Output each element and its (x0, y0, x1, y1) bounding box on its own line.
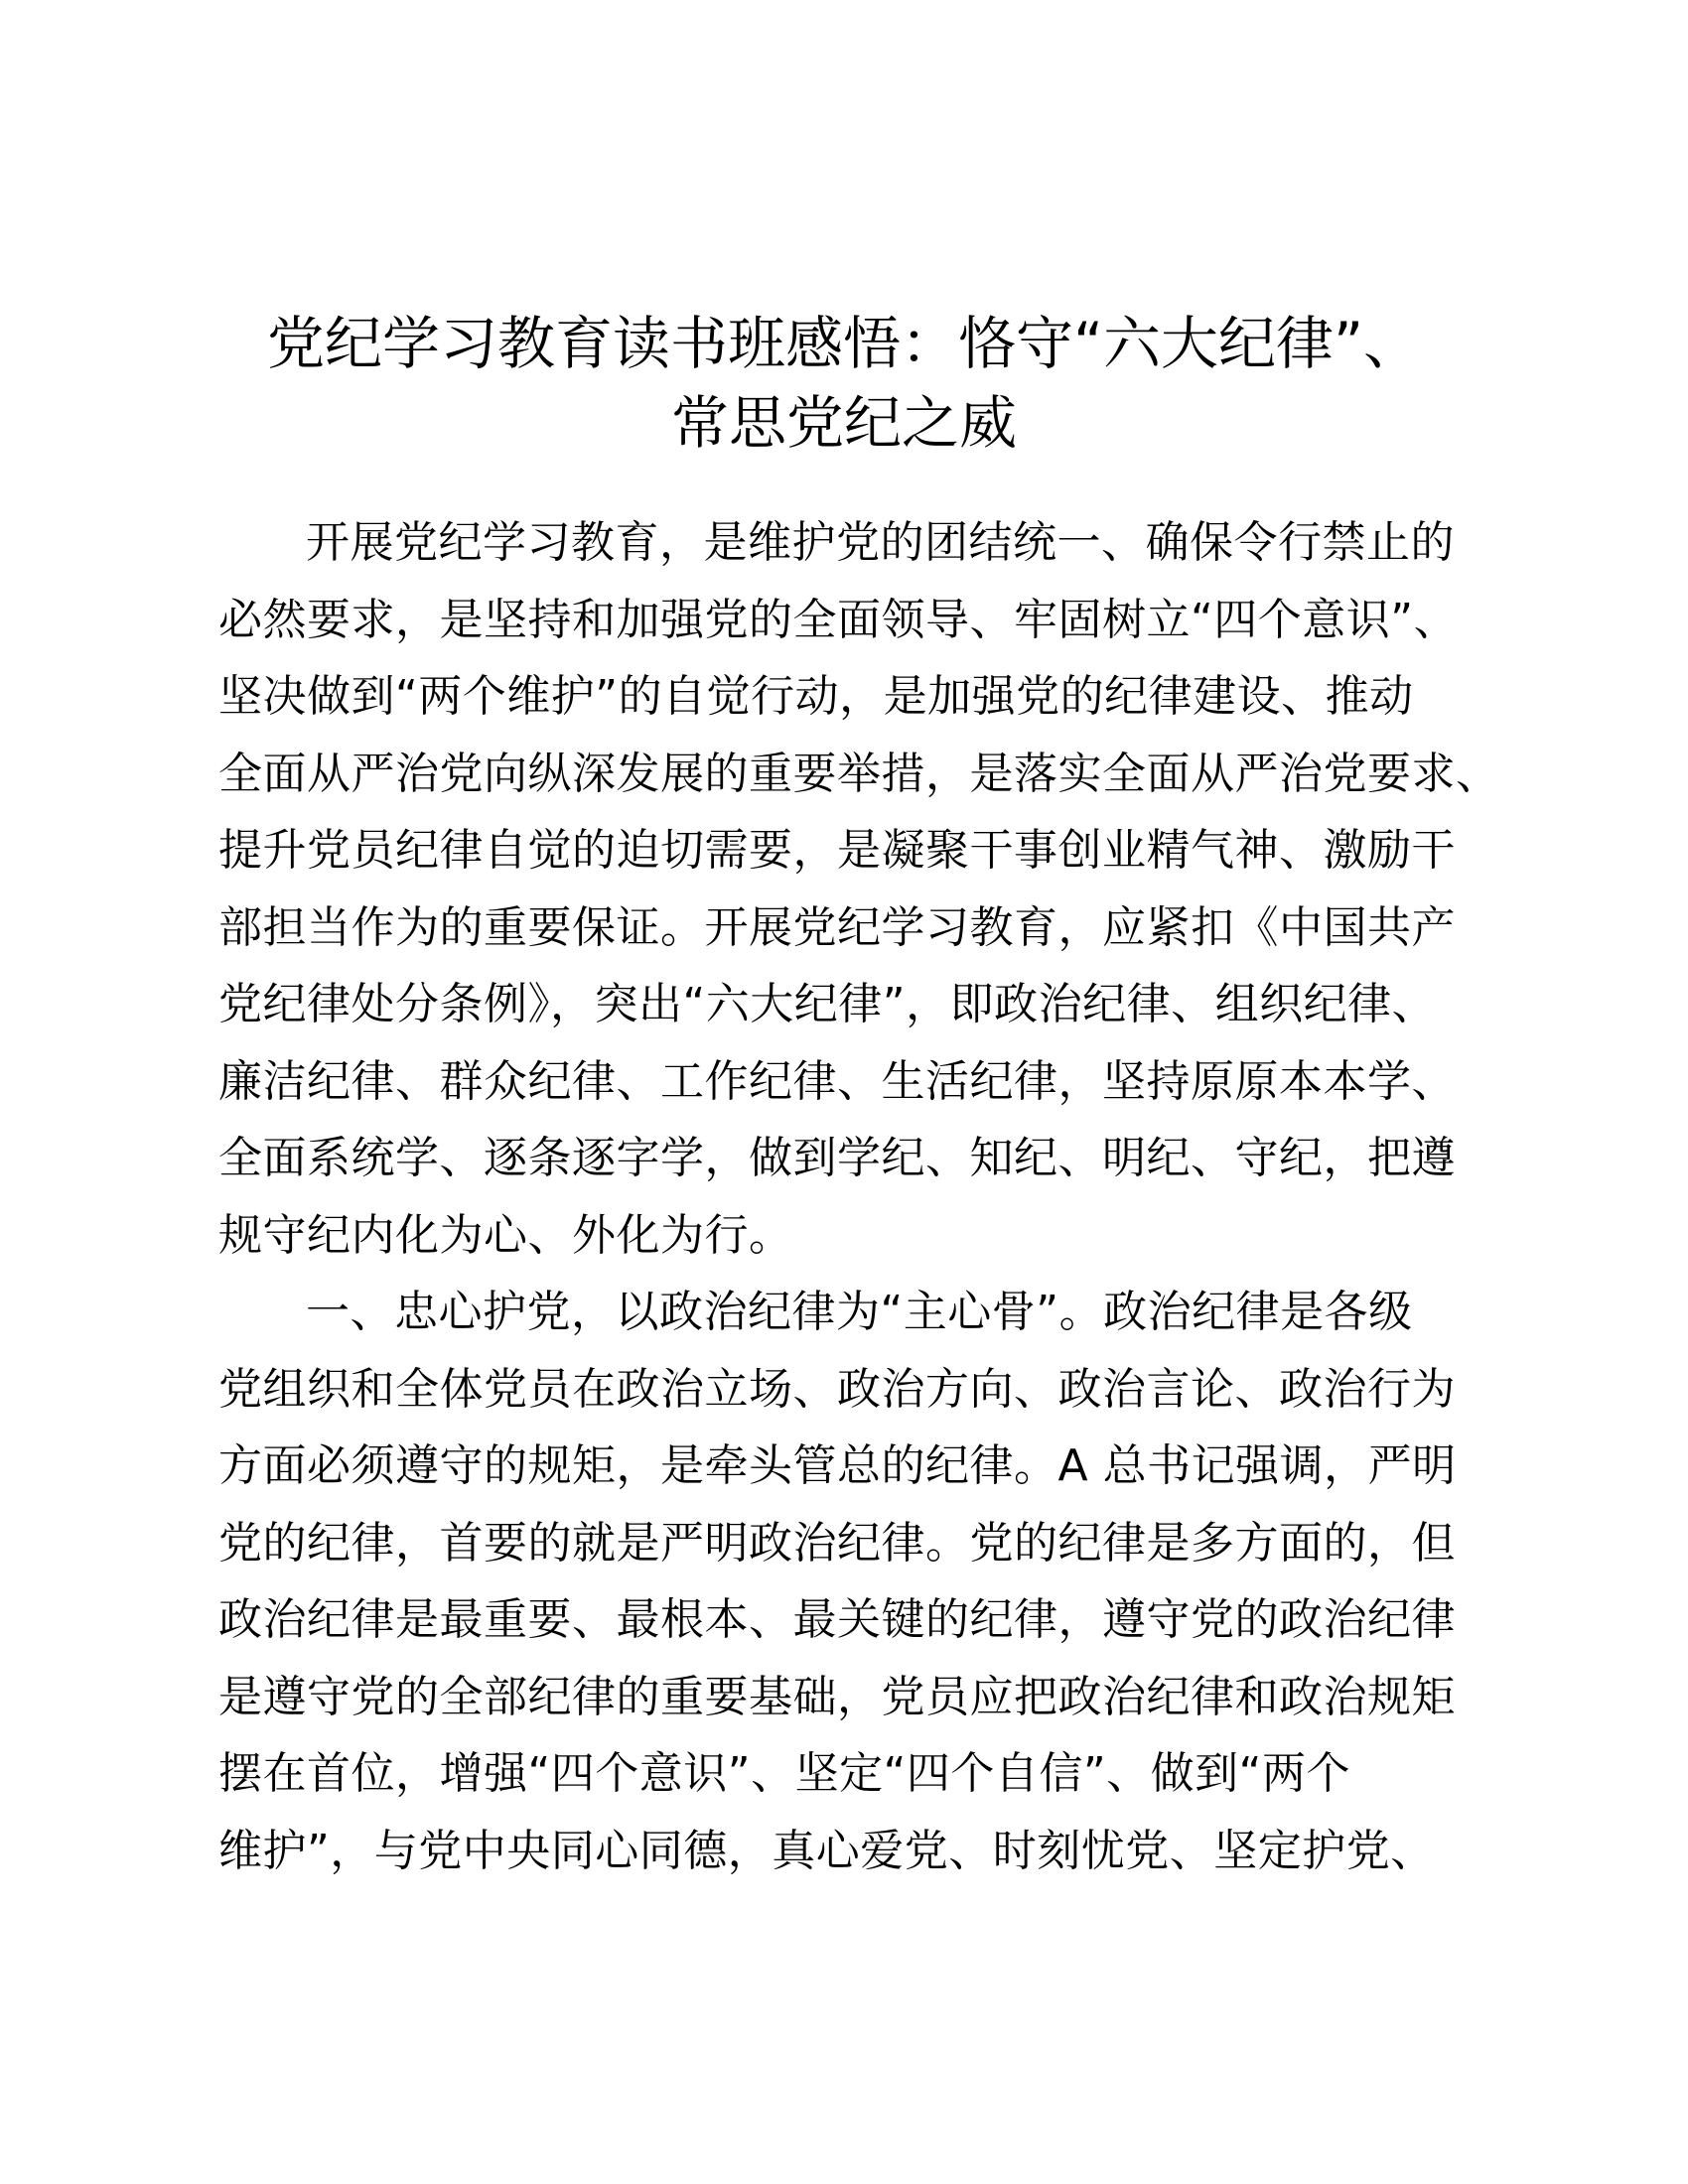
paragraph-line: 提升党员纪律自觉的迫切需要，是凝聚干事创业精气神、激励干 (218, 825, 1456, 876)
paragraph-line: 党纪律处分条例》，突出“六大纪律”，即政治纪律、组织纪律、 (218, 979, 1437, 1029)
paragraph-line: 部担当作为的重要保证。开展党纪学习教育，应紧扣《中国共产 (218, 901, 1456, 953)
paragraph-line: 维护”，与党中央同心同德，真心爱党、时刻忧党、坚定护党、 (218, 1825, 1435, 1876)
paragraph-line: 全面系统学、逐条逐字学，做到学纪、知纪、明纪、守纪，把遵 (218, 1133, 1456, 1183)
paragraph-line: 廉洁纪律、群众纪律、工作纪律、生活纪律，坚持原原本本学、 (218, 1055, 1456, 1107)
paragraph-line: 规守纪内化为心、外化为行。 (218, 1209, 793, 1261)
paragraph-line: 开展党纪学习教育，是维护党的团结统一、确保令行禁止的 (306, 517, 1455, 568)
paragraph-line: 方面必须遵守的规矩，是牵头管总的纪律。A 总书记强调，严明 (218, 1440, 1457, 1491)
paragraph-line: 是遵守党的全部纪律的重要基础，党员应把政治纪律和政治规矩 (218, 1671, 1456, 1722)
paragraph-line: 全面从严治党向纵深发展的重要举措，是落实全面从严治党要求、 (218, 748, 1500, 799)
paragraph-line: 坚决做到“两个维护”的自觉行动，是加强党的纪律建设、推动 (218, 671, 1414, 722)
paragraph-section-1-political-discipline (218, 1274, 1509, 1889)
document-body (218, 504, 1509, 1889)
paragraph-line: 党组织和全体党员在政治立场、政治方向、政治言论、政治行为 (218, 1363, 1456, 1415)
title-line-1: 党纪学习教育读书班感悟：恪守“六大纪律”、 (266, 310, 1422, 377)
section-heading-line: 一、忠心护党，以政治纪律为“主心骨”。政治纪律是各级 (306, 1287, 1413, 1337)
paragraph-line: 摆在首位，增强“四个意识”、坚定“四个自信”、做到“两个 (218, 1748, 1350, 1799)
paragraph-line: 必然要求，是坚持和加强党的全面领导、牢固树立“四个意识”、 (218, 594, 1459, 645)
document-title (0, 304, 1688, 463)
paragraph-line: 政治纪律是最重要、最根本、最关键的纪律，遵守党的政治纪律 (218, 1594, 1456, 1645)
title-line-2: 常思党纪之威 (670, 389, 1017, 457)
paragraph-line: 党的纪律，首要的就是严明政治纪律。党的纪律是多方面的，但 (218, 1517, 1456, 1569)
paragraph-intro (218, 504, 1509, 1274)
